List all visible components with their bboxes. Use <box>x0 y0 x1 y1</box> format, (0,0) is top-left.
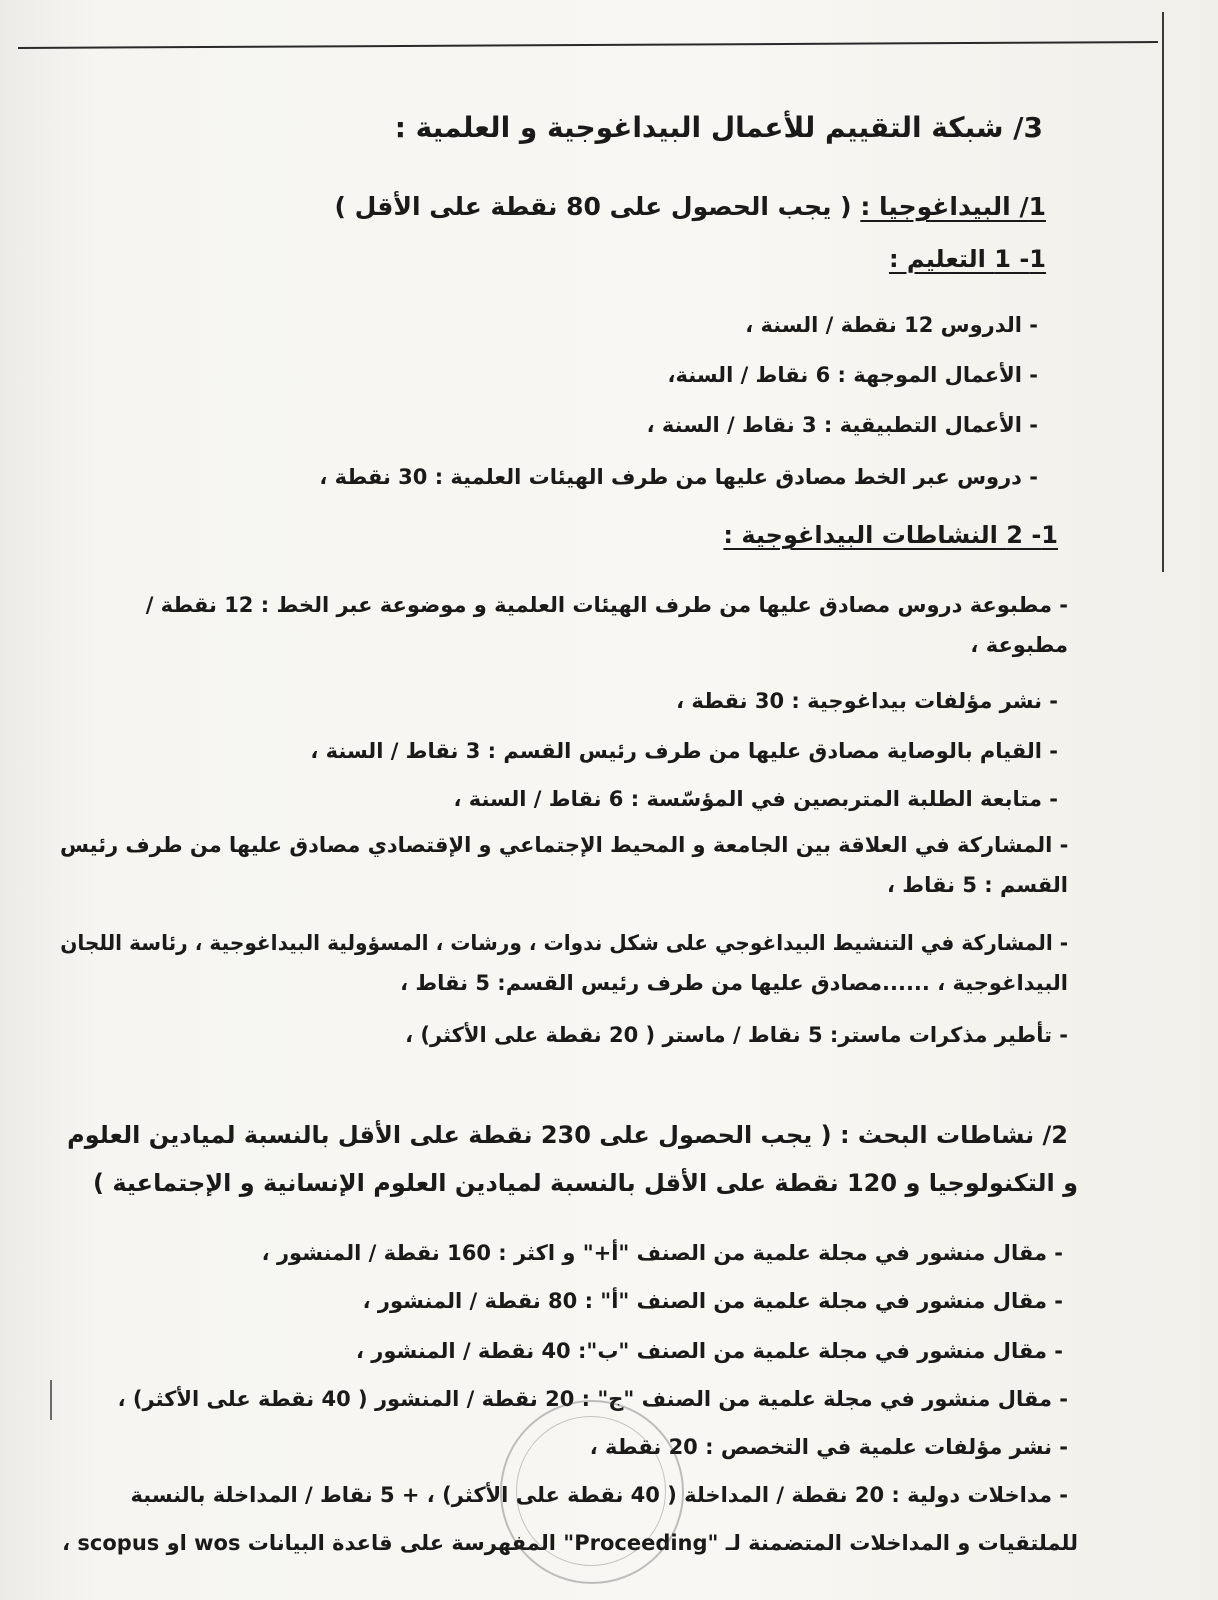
list-item: - مطبوعة دروس مصادق عليها من طرف الهيئات العلمية و موضوعة عبر الخط : 12 نقطة / <box>145 593 1068 617</box>
subsection-teaching-heading: 1- 1 التعليم : <box>888 245 1046 273</box>
stamp-inner-ring <box>516 1416 666 1566</box>
subsection-activities-heading: 1- 2 النشاطات البيداغوجية : <box>723 521 1058 549</box>
list-item: - المشاركة في العلاقة بين الجامعة و المحيط الإجتماعي و الإقتصادي مصادق عليها من طرف رئيس <box>59 833 1068 857</box>
official-stamp <box>500 1400 684 1584</box>
list-item: - الأعمال الموجهة : 6 نقاط / السنة، <box>667 363 1038 387</box>
list-item: - دروس عبر الخط مصادق عليها من طرف الهيئات العلمية : 30 نقطة ، <box>319 465 1038 489</box>
list-item: - تأطير مذكرات ماستر: 5 نقاط / ماستر ( 20 نقطة على الأكثر) ، <box>405 1023 1068 1047</box>
list-item-continuation: للملتقيات و المداخلات المتضمنة لـ "Proceeding" المفهرسة على قاعدة البيانات wos او scopus ، <box>62 1531 1078 1555</box>
list-item: - مقال منشور في مجلة علمية من الصنف "أ+" و اكثر : 160 نقطة / المنشور ، <box>261 1241 1063 1265</box>
list-item: - مداخلات دولية : 20 نقطة / المداخلة ( 40 نقطة على الأكثر) ، + 5 نقاط / المداخلة بالنسبة <box>130 1483 1068 1507</box>
list-item-continuation: مطبوعة ، <box>970 633 1068 657</box>
document-title: 3/ شبكة التقييم للأعمال البيداغوجية و العلمية : <box>394 111 1043 144</box>
section-pedagogy-title: 1/ البيداغوجيا : <box>860 192 1046 221</box>
list-item: - الأعمال التطبيقية : 3 نقاط / السنة ، <box>646 413 1038 437</box>
margin-mark <box>50 1380 52 1420</box>
page-edge-line <box>1162 12 1164 572</box>
section-pedagogy-note: ( يجب الحصول على 80 نقطة على الأقل ) <box>334 192 861 221</box>
list-item: - نشر مؤلفات بيداغوجية : 30 نقطة ، <box>676 689 1058 713</box>
list-item: - مقال منشور في مجلة علمية من الصنف "ب": 40 نقطة / المنشور ، <box>355 1339 1063 1363</box>
list-item: - مقال منشور في مجلة علمية من الصنف "أ" : 80 نقطة / المنشور ، <box>362 1289 1063 1313</box>
list-item-continuation: القسم : 5 نقاط ، <box>887 873 1068 897</box>
list-item: - متابعة الطلبة المتربصين في المؤسّسة : 6 نقاط / السنة ، <box>453 787 1058 811</box>
list-item: - المشاركة في التنشيط البيداغوجي على شكل ندوات ، ورشات ، المسؤولية البيداغوجية ، رئاسة اللجان <box>60 931 1068 955</box>
list-item: - مقال منشور في مجلة علمية من الصنف "ج" : 20 نقطة / المنشور ( 40 نقطة على الأكثر) ، <box>117 1387 1068 1411</box>
top-divider <box>18 41 1158 49</box>
list-item-continuation: البيداغوجية ، ......مصادق عليها من طرف رئيس القسم: 5 نقاط ، <box>400 971 1068 995</box>
section-research-heading-cont: و التكنولوجيا و 120 نقطة على الأقل بالنسبة لميادين العلوم الإنسانية و الإجتماعية ) <box>93 1169 1078 1197</box>
list-item: - القيام بالوصاية مصادق عليها من طرف رئيس القسم : 3 نقاط / السنة ، <box>310 739 1058 763</box>
list-item: - نشر مؤلفات علمية في التخصص : 20 نقطة ، <box>589 1435 1068 1459</box>
section-research-heading: 2/ نشاطات البحث : ( يجب الحصول على 230 نقطة على الأقل بالنسبة لميادين العلوم <box>67 1121 1068 1149</box>
list-item: - الدروس 12 نقطة / السنة ، <box>745 313 1038 337</box>
section-pedagogy-heading <box>335 192 1046 222</box>
